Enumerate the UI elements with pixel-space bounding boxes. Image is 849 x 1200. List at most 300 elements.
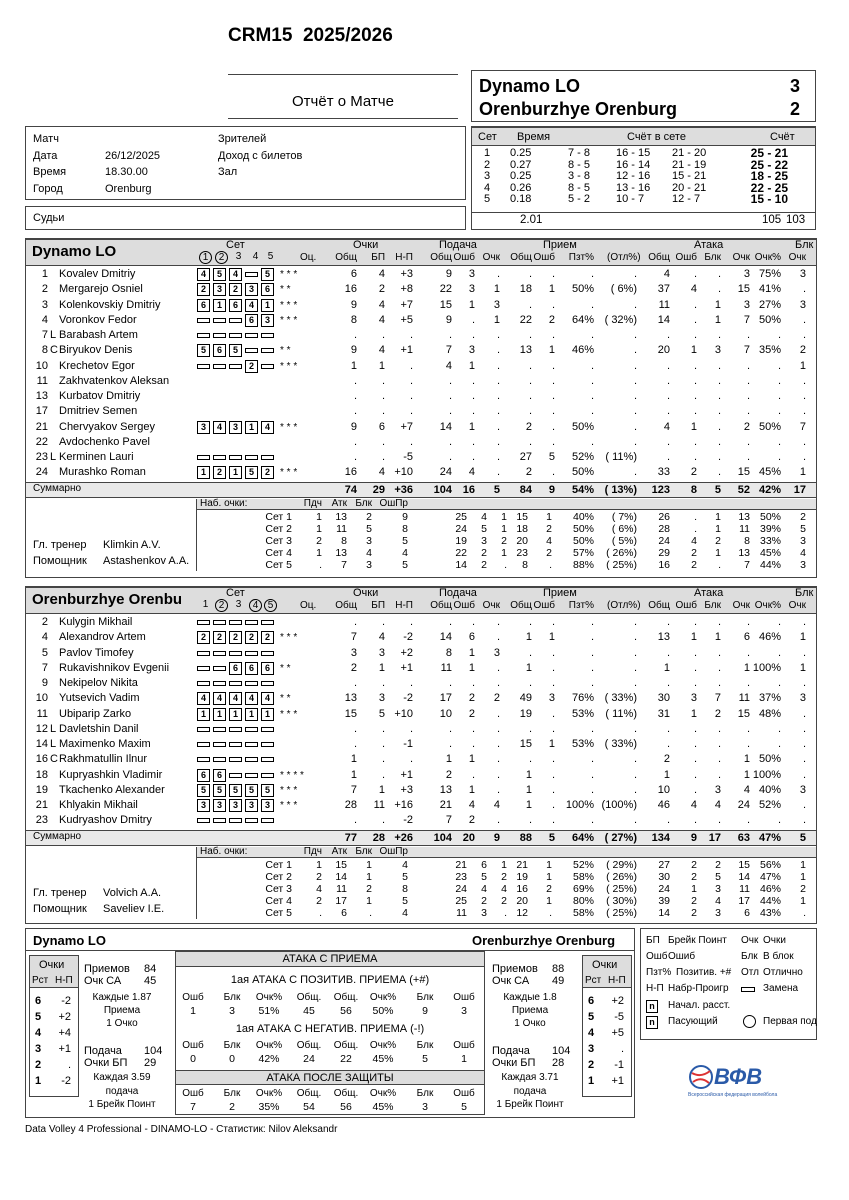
summary-cell: 5 bbox=[548, 831, 555, 844]
stat-cell: . bbox=[590, 298, 594, 311]
stat-cell: 4 bbox=[468, 466, 475, 479]
group-header: Очки bbox=[353, 239, 379, 251]
stat-cell: 1 bbox=[714, 313, 721, 326]
stat-cell: . bbox=[551, 799, 555, 811]
stat-cell: . bbox=[381, 451, 385, 463]
player-stars: * * bbox=[280, 284, 291, 296]
set-position-box: 6 bbox=[245, 314, 258, 327]
stat-cell: . bbox=[777, 451, 781, 463]
stat-cell: 11 bbox=[373, 799, 385, 811]
stat-cell: . bbox=[381, 390, 385, 402]
set-stat-cell: 3 bbox=[800, 558, 806, 571]
team1-sets: 3 bbox=[790, 76, 801, 96]
stat-cell: 5 bbox=[548, 451, 555, 463]
stat-cell: . bbox=[353, 374, 357, 387]
stat-cell: . bbox=[551, 359, 555, 372]
stat-cell: 2 bbox=[525, 466, 532, 479]
set-stat-cell: 28 bbox=[658, 522, 670, 535]
set-stat-cell: 29 bbox=[658, 546, 670, 559]
attack-value: 56 bbox=[340, 1101, 352, 1113]
stat-cell: . bbox=[353, 435, 357, 448]
stat-cell: 14 bbox=[439, 420, 452, 433]
rotation-number: 2 bbox=[588, 1059, 595, 1071]
rotation-number: 5 bbox=[35, 1011, 42, 1023]
set-stat-cell: 26 bbox=[658, 510, 670, 523]
group-header: Очки bbox=[353, 587, 379, 599]
set-position-box: 1 bbox=[197, 708, 210, 721]
stat-cell: . bbox=[693, 298, 697, 311]
summary-cell: 8 bbox=[690, 483, 697, 496]
stat-cell: . bbox=[693, 435, 697, 448]
stat-cell: . bbox=[409, 359, 413, 372]
stat-cell: . bbox=[551, 814, 555, 827]
stat-cell: . bbox=[496, 435, 500, 448]
recv-txt2: Приема bbox=[103, 1005, 141, 1016]
player-name: Khlyakin Mikhail bbox=[59, 799, 138, 811]
stat-cell: 27 bbox=[519, 451, 532, 463]
stat-cell: . bbox=[746, 329, 750, 341]
set-stat-cell: 50% bbox=[759, 510, 781, 523]
set-position-box: 2 bbox=[245, 360, 258, 373]
rotation-value: -2 bbox=[61, 995, 71, 1007]
set-stat-cell: 1 bbox=[546, 870, 552, 883]
player-row bbox=[0, 768, 849, 783]
stat-cell: 14 bbox=[439, 631, 452, 644]
set-stat-cell: 4 bbox=[366, 546, 372, 559]
stat-cell: . bbox=[353, 814, 357, 827]
attack-col-header: Общ. bbox=[296, 1088, 322, 1099]
set-stat-cell: 2 bbox=[715, 858, 721, 871]
set-empty-box bbox=[261, 727, 274, 732]
stat-cell: -2 bbox=[403, 692, 413, 705]
stat-cell: 33 bbox=[657, 466, 670, 479]
summary-cell: 5 bbox=[714, 483, 721, 496]
player-row bbox=[0, 752, 849, 767]
set-stat-cell: 3 bbox=[800, 534, 806, 547]
stat-cell: 1 bbox=[350, 753, 357, 766]
attack-value: 0 bbox=[190, 1053, 196, 1065]
set-stat-cell: 2 bbox=[316, 894, 322, 907]
legend-text: Отлично bbox=[763, 967, 803, 978]
set-stat-cell: 8 bbox=[341, 534, 347, 547]
set-stat-cell: 50% bbox=[572, 522, 594, 535]
set-stat-cell: 56% bbox=[759, 858, 781, 871]
stat-cell: . bbox=[353, 722, 357, 735]
player-stars: * * * bbox=[280, 467, 298, 479]
summary-label: Суммарно bbox=[33, 830, 82, 842]
set-cell: 8 - 5 bbox=[568, 158, 591, 171]
set-stat-cell: 2 bbox=[366, 882, 372, 895]
stat-cell: . bbox=[717, 466, 721, 479]
group-header: Блк bbox=[795, 587, 814, 599]
set-stat-cell: 7 bbox=[744, 558, 750, 571]
stat-cell: . bbox=[496, 677, 500, 689]
defense-title: АТАКА ПОСЛЕ ЗАЩИТЫ bbox=[266, 1072, 394, 1084]
set-stat-cell: . bbox=[319, 558, 322, 571]
bottom-team-left: Dynamo LO bbox=[33, 933, 106, 948]
stat-cell: 21 bbox=[439, 799, 452, 811]
stat-cell: 4 bbox=[663, 420, 670, 433]
stat-cell: . bbox=[633, 814, 637, 827]
stat-cell: . bbox=[777, 435, 781, 448]
set-stat-cell: 5 bbox=[402, 894, 408, 907]
legend-text: Замена bbox=[763, 983, 799, 994]
set-empty-box bbox=[245, 757, 258, 762]
subheader: Блк bbox=[704, 600, 721, 611]
stat-cell: . bbox=[746, 359, 750, 372]
set-stat-cell: 8 bbox=[522, 558, 528, 571]
subheader: Очк bbox=[732, 600, 750, 611]
attack-col-header: Блк bbox=[416, 1088, 434, 1099]
set-stat-cell: 1 bbox=[546, 858, 552, 871]
stat-cell: +1 bbox=[400, 768, 413, 781]
set-stat-cell: 11 bbox=[739, 882, 750, 895]
stat-cell: . bbox=[496, 405, 500, 418]
stat-cell: . bbox=[496, 359, 500, 372]
set-stat-cell: 44% bbox=[759, 894, 781, 907]
stat-cell: 24 bbox=[439, 466, 452, 479]
stat-cell: . bbox=[717, 753, 721, 766]
stat-cell: 46 bbox=[657, 799, 670, 811]
stat-cell: . bbox=[551, 722, 555, 735]
stat-cell: 2 bbox=[350, 661, 357, 674]
stat-cell: 7 bbox=[799, 420, 806, 433]
stat-cell: . bbox=[471, 738, 475, 750]
set-stat-cell: 13 bbox=[335, 510, 347, 523]
recv-l2: Очк СА bbox=[84, 975, 122, 987]
stat-cell: . bbox=[381, 405, 385, 418]
stat-cell: 1 bbox=[493, 283, 500, 296]
stat-cell: . bbox=[471, 677, 475, 689]
attack-value: 3 bbox=[229, 1005, 235, 1017]
set-stat-cell: 1 bbox=[800, 858, 806, 871]
set-stat-cell: 5 bbox=[402, 870, 408, 883]
stat-cell: 2 bbox=[445, 768, 452, 781]
stat-cell: . bbox=[633, 344, 637, 357]
summary-cell: 52 bbox=[737, 483, 750, 496]
stat-cell: 18 bbox=[519, 283, 532, 296]
player-role: C bbox=[50, 344, 58, 357]
stat-cell: . bbox=[496, 420, 500, 433]
set-position-box: 5 bbox=[229, 344, 242, 357]
stat-cell: 1 bbox=[468, 783, 475, 796]
player-name: Kerminen Lauri bbox=[59, 451, 134, 463]
stat-cell: 2 bbox=[493, 692, 500, 705]
player-row bbox=[0, 282, 849, 297]
set-stat-label: Сет 5 bbox=[265, 906, 292, 919]
stat-cell: 1 bbox=[525, 768, 532, 781]
set-stat-cell: 6 bbox=[481, 858, 487, 871]
serve-v4: 28 bbox=[552, 1057, 565, 1069]
stat-cell: . bbox=[802, 451, 806, 463]
set-empty-box bbox=[245, 681, 258, 686]
set-stat-cell: 5 bbox=[402, 558, 408, 571]
stat-cell: 1 bbox=[690, 344, 697, 357]
stat-cell: 31 bbox=[657, 707, 670, 720]
stat-cell: 53% bbox=[571, 707, 594, 720]
stat-cell: . bbox=[693, 646, 697, 659]
stat-cell: 3 bbox=[799, 268, 806, 280]
set-empty-box bbox=[245, 742, 258, 747]
set-stat-cell: 13 bbox=[738, 510, 750, 523]
stat-cell: 20 bbox=[657, 344, 670, 357]
set-stat-cell: ( 5%) bbox=[611, 534, 637, 547]
stat-cell: 1 bbox=[468, 359, 475, 372]
set-stat-cell: 58% bbox=[572, 906, 594, 919]
set-stat-cell: 22 bbox=[455, 546, 467, 559]
stat-cell: . bbox=[471, 405, 475, 418]
stat-cell: 1 bbox=[743, 768, 750, 781]
stat-cell: . bbox=[528, 298, 532, 311]
set-cell: 2 bbox=[484, 158, 491, 171]
set-stat-cell: 3 bbox=[481, 534, 487, 547]
set-stat-cell: 1 bbox=[715, 522, 721, 535]
stat-cell: 1 bbox=[663, 661, 670, 674]
serve-txt5: подача bbox=[105, 1086, 139, 1097]
set-position-box: 3 bbox=[213, 799, 226, 812]
sets-header-set: Сет bbox=[478, 131, 497, 143]
set-position-box: 3 bbox=[245, 283, 258, 296]
set-empty-box bbox=[229, 455, 242, 460]
stat-cell: . bbox=[590, 753, 594, 766]
stat-cell: . bbox=[409, 753, 413, 766]
lineup-box-icon: n bbox=[646, 1000, 658, 1013]
stat-cell: 1 bbox=[525, 799, 532, 811]
attack-value: 2 bbox=[229, 1101, 235, 1113]
stat-cell: 11 bbox=[738, 692, 750, 705]
set-stat-cell: 1 bbox=[366, 894, 372, 907]
stat-cell: . bbox=[551, 374, 555, 387]
set-empty-box bbox=[197, 318, 210, 323]
player-row bbox=[0, 630, 849, 645]
set-position-box: 5 bbox=[245, 466, 258, 479]
attack-col-header: Очк% bbox=[255, 1088, 283, 1099]
stat-cell: . bbox=[381, 722, 385, 735]
stat-cell: . bbox=[666, 616, 670, 628]
player-number: 17 bbox=[35, 405, 48, 418]
stat-cell: 3 bbox=[743, 298, 750, 311]
group-header: Подача bbox=[439, 587, 477, 599]
summary-cell: 134 bbox=[651, 831, 670, 844]
stat-cell: . bbox=[693, 405, 697, 418]
set-empty-box bbox=[197, 742, 210, 747]
rotation-value: . bbox=[67, 1059, 71, 1071]
sets-col-header: ОшПр bbox=[379, 497, 408, 509]
coach-label: Гл. тренер bbox=[33, 886, 87, 899]
stat-cell: . bbox=[666, 451, 670, 463]
set-cell: 16 - 14 bbox=[616, 158, 651, 171]
player-number: 9 bbox=[41, 677, 48, 689]
serve-txt6: 1 Брейк Поинт bbox=[496, 1099, 564, 1110]
set-stat-cell: 3 bbox=[366, 534, 372, 547]
player-stars: * * * bbox=[280, 360, 298, 372]
set-position-box: 5 bbox=[261, 784, 274, 797]
sets-points-label: Наб. очки: bbox=[200, 845, 248, 857]
group-header: Атака bbox=[694, 239, 724, 251]
player-name: Avdochenko Pavel bbox=[59, 435, 150, 448]
stat-cell: 9 bbox=[350, 420, 357, 433]
rotation-value: -2 bbox=[61, 1075, 71, 1087]
set-stat-cell: 25 bbox=[455, 894, 467, 907]
set-position-box: 1 bbox=[245, 421, 258, 434]
player-name: Alexandrov Artem bbox=[59, 631, 146, 644]
set-stat-cell: 14 bbox=[335, 870, 347, 883]
stat-cell: . bbox=[409, 435, 413, 448]
stat-cell: 2 bbox=[468, 692, 475, 705]
player-stars: * * * bbox=[280, 421, 298, 433]
stat-cell: 3 bbox=[468, 283, 475, 296]
stat-cell: . bbox=[717, 405, 721, 418]
stat-cell: . bbox=[802, 722, 806, 735]
group-header: Прием bbox=[543, 587, 577, 599]
player-number: 23 bbox=[35, 451, 48, 463]
set-cell: 0.26 bbox=[510, 181, 532, 194]
set-stat-cell: 58% bbox=[572, 870, 594, 883]
attack-value: 45% bbox=[372, 1053, 394, 1065]
set-stat-label: Сет 5 bbox=[265, 558, 292, 571]
assistant-label: Помощник bbox=[33, 554, 87, 567]
set-stat-cell: 16 bbox=[658, 558, 670, 571]
set-stat-cell: 2 bbox=[546, 546, 552, 559]
set-empty-box bbox=[229, 651, 242, 656]
set-empty-box bbox=[197, 681, 210, 686]
attack-col-header: Общ. bbox=[333, 1088, 359, 1099]
stat-cell: 15 bbox=[737, 283, 750, 296]
stat-cell: . bbox=[551, 707, 555, 720]
stat-cell: . bbox=[633, 268, 637, 280]
stat-cell: 1 bbox=[799, 631, 806, 644]
set-empty-box bbox=[261, 620, 274, 625]
stat-cell: . bbox=[471, 722, 475, 735]
subheader: Н-П bbox=[395, 252, 413, 263]
set-position-box: 6 bbox=[229, 662, 242, 675]
set-stat-cell: 2 bbox=[691, 858, 697, 871]
stat-cell: . bbox=[693, 722, 697, 735]
sets-col-header: Атк bbox=[331, 497, 347, 509]
player-name: Mergarejo Osniel bbox=[59, 283, 143, 296]
summary-cell: 5 bbox=[799, 831, 806, 844]
set-position-box: 6 bbox=[245, 662, 258, 675]
set-stat-cell: ( 25%) bbox=[606, 906, 637, 919]
set-empty-box bbox=[213, 666, 226, 671]
set-stat-cell: 17 bbox=[335, 894, 347, 907]
player-row bbox=[0, 435, 849, 450]
set-cell: 3 bbox=[484, 170, 491, 182]
set-empty-box bbox=[213, 757, 226, 762]
set-stat-cell: 14 bbox=[738, 870, 750, 883]
set-stat-cell: 2 bbox=[800, 510, 806, 523]
stat-cell: . bbox=[633, 298, 637, 311]
stat-cell: . bbox=[496, 783, 500, 796]
set-stat-cell: 2 bbox=[691, 906, 697, 919]
stat-cell: 22 bbox=[519, 313, 532, 326]
serve-v4: 29 bbox=[144, 1057, 157, 1069]
stat-cell: . bbox=[471, 768, 475, 781]
stat-cell: . bbox=[633, 420, 637, 433]
stat-cell: 4 bbox=[690, 283, 697, 296]
team2-sets: 2 bbox=[790, 99, 801, 119]
set-position-box: 3 bbox=[229, 799, 242, 812]
attack-value: 1 bbox=[461, 1053, 467, 1065]
set-stat-cell: 19 bbox=[516, 870, 528, 883]
set-cell: 8 - 5 bbox=[568, 181, 591, 194]
stat-cell: 2 bbox=[548, 313, 555, 326]
set-cell: 0.25 bbox=[510, 147, 532, 159]
set-position-box: 4 bbox=[197, 692, 210, 705]
stat-cell: . bbox=[693, 677, 697, 689]
set-position-box: 6 bbox=[213, 344, 226, 357]
stat-cell: 1 bbox=[468, 661, 475, 674]
player-name: Tkachenko Alexander bbox=[59, 783, 165, 796]
set-stat-cell: ( 26%) bbox=[606, 546, 637, 559]
set-stat-cell: ( 25%) bbox=[606, 882, 637, 895]
set-stat-cell: 45% bbox=[759, 546, 781, 559]
player-stars: * * * bbox=[280, 708, 298, 720]
summary-cell: 74 bbox=[344, 483, 357, 496]
stat-cell: . bbox=[746, 646, 750, 659]
points-label: Очки bbox=[39, 959, 65, 971]
summary-cell: 123 bbox=[651, 483, 670, 496]
stat-cell: . bbox=[381, 768, 385, 781]
stat-cell: . bbox=[409, 405, 413, 418]
set-stat-cell: 19 bbox=[455, 534, 467, 547]
stat-cell: . bbox=[802, 768, 806, 781]
set-position-box: 2 bbox=[197, 631, 210, 644]
player-stars: * * * bbox=[280, 269, 298, 280]
player-row bbox=[0, 646, 849, 661]
legend-text: Первая под bbox=[763, 1016, 817, 1027]
stat-cell: 50% bbox=[758, 313, 781, 326]
np-label: Н-П bbox=[608, 975, 626, 986]
subheader: Пзт% bbox=[568, 600, 594, 611]
subheader: Очк% bbox=[754, 252, 781, 263]
player-name: Nekipelov Nikita bbox=[59, 677, 138, 689]
total-time: 2.01 bbox=[520, 214, 543, 226]
stat-cell: 1 bbox=[690, 707, 697, 720]
attack-value: 5 bbox=[422, 1053, 428, 1065]
stat-cell: 50% bbox=[758, 753, 781, 766]
rotation-value: -5 bbox=[614, 1011, 624, 1023]
set-stat-cell: 4 bbox=[316, 882, 322, 895]
summary-cell: 77 bbox=[344, 831, 357, 844]
stat-cell: . bbox=[633, 646, 637, 659]
stat-cell: . bbox=[693, 359, 697, 372]
stat-cell: . bbox=[551, 268, 555, 280]
set-empty-box bbox=[197, 364, 210, 369]
stat-cell: 53% bbox=[571, 738, 594, 750]
stat-cell: . bbox=[666, 677, 670, 689]
player-number: 13 bbox=[35, 390, 48, 402]
stat-cell: . bbox=[746, 677, 750, 689]
stat-cell: 1 bbox=[663, 768, 670, 781]
player-number: 22 bbox=[35, 435, 48, 448]
set-position-box: 2 bbox=[229, 631, 242, 644]
stat-cell: . bbox=[746, 451, 750, 463]
summary-cell: 54% bbox=[571, 483, 594, 496]
stat-cell: 4 bbox=[378, 631, 385, 644]
stat-cell: 1 bbox=[378, 783, 385, 796]
set-stat-cell: . bbox=[319, 906, 322, 919]
set-position-box: 2 bbox=[213, 631, 226, 644]
set-empty-box bbox=[245, 333, 258, 338]
stat-cell: . bbox=[777, 374, 781, 387]
stat-cell: 2 bbox=[743, 420, 750, 433]
player-name: Kolenkovskiy Dmitriy bbox=[59, 298, 161, 311]
stat-cell: 15 bbox=[737, 466, 750, 479]
stat-cell: . bbox=[633, 405, 637, 418]
set-position-box: 4 bbox=[229, 268, 242, 281]
set-stat-cell: 5 bbox=[800, 522, 806, 535]
